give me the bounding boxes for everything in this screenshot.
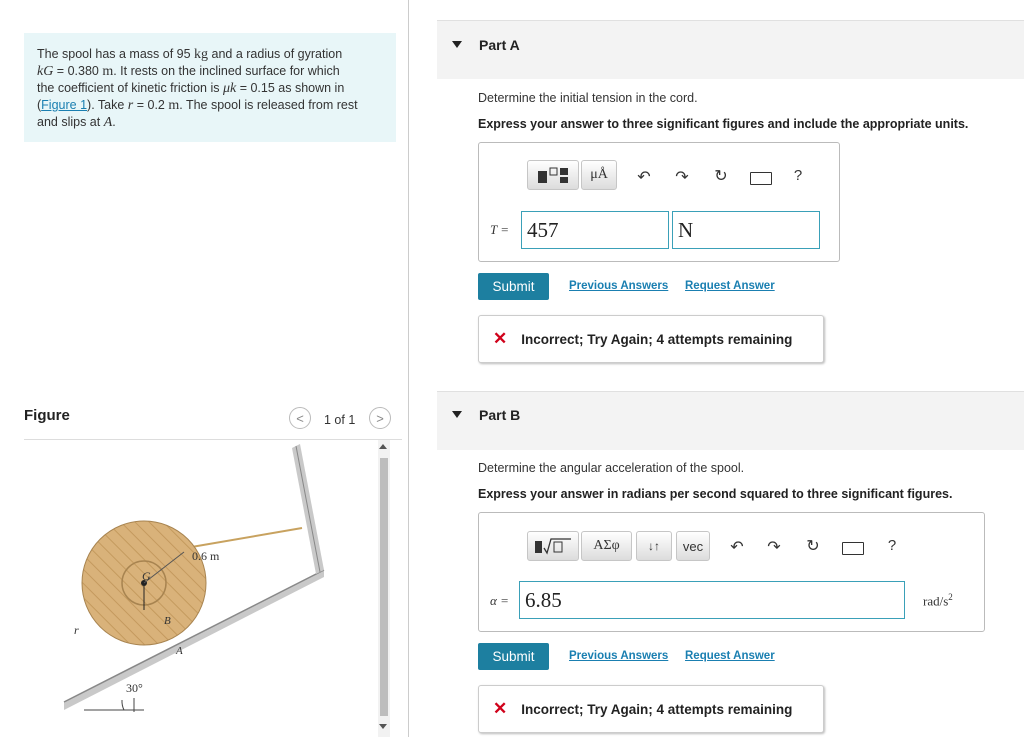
redo-icon[interactable]: ↷ <box>767 539 781 556</box>
part-a-submit-button[interactable]: Submit <box>478 273 549 300</box>
part-b-question: Determine the angular acceleration of the spool. <box>478 461 745 475</box>
sqrt-template-icon <box>533 536 573 556</box>
part-a-collapse-icon[interactable] <box>452 41 462 48</box>
figure-scrollbar-thumb[interactable] <box>380 458 388 716</box>
part-a-title: Part A <box>479 37 520 53</box>
redo-icon[interactable]: ↷ <box>675 169 689 186</box>
incorrect-icon: ✕ <box>493 329 508 348</box>
part-a-feedback: ✕ Incorrect; Try Again; 4 attempts remaining <box>478 315 824 363</box>
sqrt-template-button[interactable] <box>527 531 579 561</box>
label-a: A <box>176 645 183 657</box>
figure-next-button[interactable]: > <box>369 407 391 429</box>
part-a-header[interactable] <box>437 20 1024 79</box>
label-g: G <box>142 569 151 583</box>
part-a-request-answer-link[interactable]: Request Answer <box>685 280 775 292</box>
help-icon[interactable]: ? <box>887 537 897 554</box>
part-b-collapse-icon[interactable] <box>452 411 462 418</box>
part-a-unit-input[interactable]: N <box>672 211 820 249</box>
part-b-previous-answers-link[interactable]: Previous Answers <box>569 650 669 662</box>
greek-button[interactable]: ΑΣφ <box>581 531 632 561</box>
label-r: r <box>74 623 79 637</box>
part-a-question: Determine the initial tension in the cord. <box>478 91 698 105</box>
reset-icon[interactable]: ↻ <box>806 538 820 555</box>
figure-title: Figure <box>24 407 70 424</box>
scroll-down-arrow[interactable] <box>379 724 387 729</box>
reset-icon[interactable]: ↻ <box>714 168 728 185</box>
label-0.6m: 0.6 m <box>192 549 220 563</box>
figure-link[interactable]: Figure 1 <box>41 98 88 112</box>
part-a-instruction: Express your answer to three significant figures and include the appropriate units. <box>478 117 969 131</box>
incorrect-icon: ✕ <box>493 699 508 718</box>
label-angle: 30° <box>126 681 143 695</box>
part-a-previous-answers-link[interactable]: Previous Answers <box>569 280 669 292</box>
mu-symbol: μk <box>222 81 237 96</box>
templates-button[interactable] <box>527 160 579 190</box>
undo-icon[interactable]: ↶ <box>637 169 651 186</box>
figure-prev-button[interactable]: < <box>289 407 311 429</box>
template-icon <box>536 165 570 185</box>
keyboard-icon[interactable] <box>842 542 864 555</box>
keyboard-icon[interactable] <box>750 172 772 185</box>
label-b: B <box>164 615 171 627</box>
problem-statement: The spool has a mass of 95 kg and a radius of gyration kG = 0.380 m. It rests on the inclined surface for which the coefficient of kinetic friction is μk = 0.15 as shown in (Figure 1). Take r = 0.2 m. The spool is released from rest and slips at A. <box>24 33 396 142</box>
units-button[interactable]: μÅ <box>581 160 617 190</box>
scroll-up-arrow[interactable] <box>379 444 387 449</box>
kg-symbol: kG <box>37 64 54 79</box>
part-b-unit: rad/$s^2$ <box>923 592 953 609</box>
undo-icon[interactable]: ↶ <box>730 539 744 556</box>
part-a-variable-label: T = <box>490 222 510 237</box>
part-b-feedback: ✕ Incorrect; Try Again; 4 attempts remaining <box>478 685 824 733</box>
part-a-value-input[interactable]: 457 <box>521 211 669 249</box>
spool-figure <box>24 440 376 737</box>
help-icon[interactable]: ? <box>793 167 803 184</box>
vector-button[interactable]: vec <box>676 531 710 561</box>
part-b-header[interactable] <box>437 391 1024 450</box>
part-b-submit-button[interactable]: Submit <box>478 643 549 670</box>
panel-divider <box>408 0 409 737</box>
part-b-instruction: Express your answer in radians per second squared to three significant figures. <box>478 487 953 501</box>
figure-count: 1 of 1 <box>324 413 356 427</box>
part-b-value-input[interactable]: 6.85 <box>519 581 905 619</box>
arrows-button[interactable]: ↓↑ <box>636 531 672 561</box>
part-b-request-answer-link[interactable]: Request Answer <box>685 650 775 662</box>
part-b-title: Part B <box>479 407 521 423</box>
part-b-variable-label: α = <box>490 593 509 608</box>
